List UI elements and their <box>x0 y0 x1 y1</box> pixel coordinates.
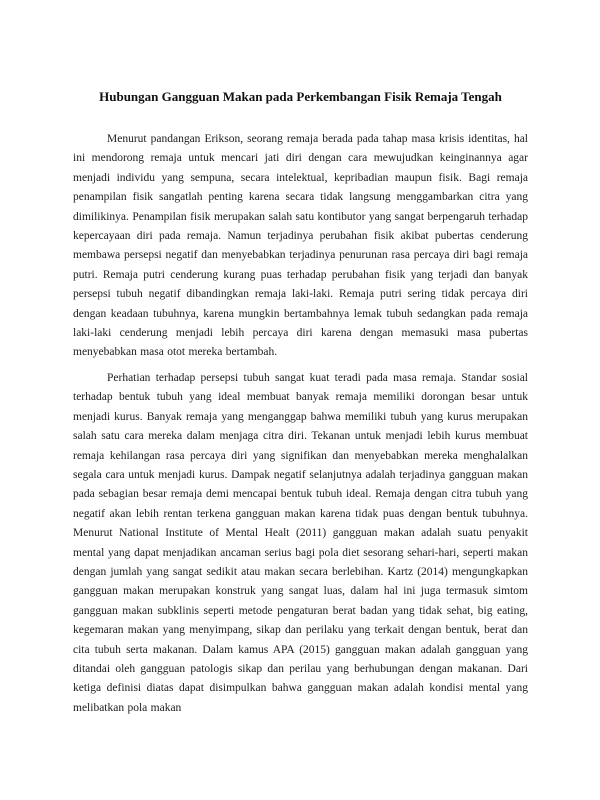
paragraph-intro-erikson: Menurut pandangan Erikson, seorang remaja berada pada tahap masa krisis identitas, hal ini mendorong remaja untuk mencari jati diri dengan cara mewujudkan keinginannya agar menjadi individu yang sempuna, secara intelektual, kepribadian maupun fisik. Bagi remaja penampilan fisik sangatlah penting karena secara tidak langsung menggambarkan citra yang dimilikinya. Penampilan fisik merupakan salah satu kontibutor yang sangat berpengaruh terhadap kepercayaan diri pada remaja. Namun terjadinya perubahan fisik akibat pubertas cenderung membawa persepsi negatif dan menyebabkan terjadinya penurunan rasa percaya diri bagi remaja putri. Remaja putri cenderung kurang puas terhadap perubahan fisik yang terjadi dan banyak persepsi tubuh negatif dibandingkan remaja laki-laki. Remaja putri sering tidak percaya diri dengan keadaan tubuhnya, karena mungkin bertambahnya lemak tubuh sedangkan pada remaja laki-laki cenderung menjadi lebih percaya diri karena dengan memasuki masa pubertas menyebabkan masa otot mereka bertambah. <box>73 133 528 359</box>
paragraph-body-image-eating-disorder: Perhatian terhadap persepsi tubuh sangat kuat teradi pada masa remaja. Standar sosial terhadap bentuk tubuh yang ideal membuat banyak remaja memiliki dorongan besar untuk menjadi kurus. Banyak remaja yang menganggap bahwa memiliki tubuh yang kurus merupakan salah satu cara mereka dalam menjaga citra diri. Tekanan untuk menjadi lebih kurus membuat remaja kehilangan rasa percaya diri yang signifikan dan menyebabkan mereka menghalalkan segala cara untuk menjadi kurus. Dampak negatif selanjutnya adalah terjadinya gangguan makan pada sebagian besar remaja demi mencapai bentuk tubuh ideal. Remaja dengan citra tubuh yang negatif akan lebih rentan terkena gangguan makan karena tidak puas dengan bentuk tubuhnya. Menurut National Institute of Mental Healt (2011) gangguan makan adalah suatu penyakit mental yang dapat menjadikan ancaman serius bagi pola diet sesorang sehari-hari, seperti makan dengan jumlah yang sangat sedikit atau makan secara berlebihan. Kartz (2014) mengungkapkan gangguan makan merupakan konstruk yang sangat luas, dalam hal ini juga termasuk simtom gangguan makan subklinis seperti metode pengaturan berat badan yang tidak sehat, big eating, kegemaran makan yang menyimpang, sikap dan perilaku yang terkait dengan bentuk, berat dan cita tubuh serta makanan. Dalam kamus APA (2015) gangguan makan adalah gangguan yang ditandai oleh gangguan patologis sikap dan perilau yang berhubungan dengan makanan. Dari ketiga definisi diatas dapat disimpulkan bahwa gangguan makan adalah kondisi mental yang melibatkan pola makan <box>73 371 528 714</box>
document-title: Hubungan Gangguan Makan pada Perkembangan Fisik Remaja Tengah <box>99 89 502 104</box>
